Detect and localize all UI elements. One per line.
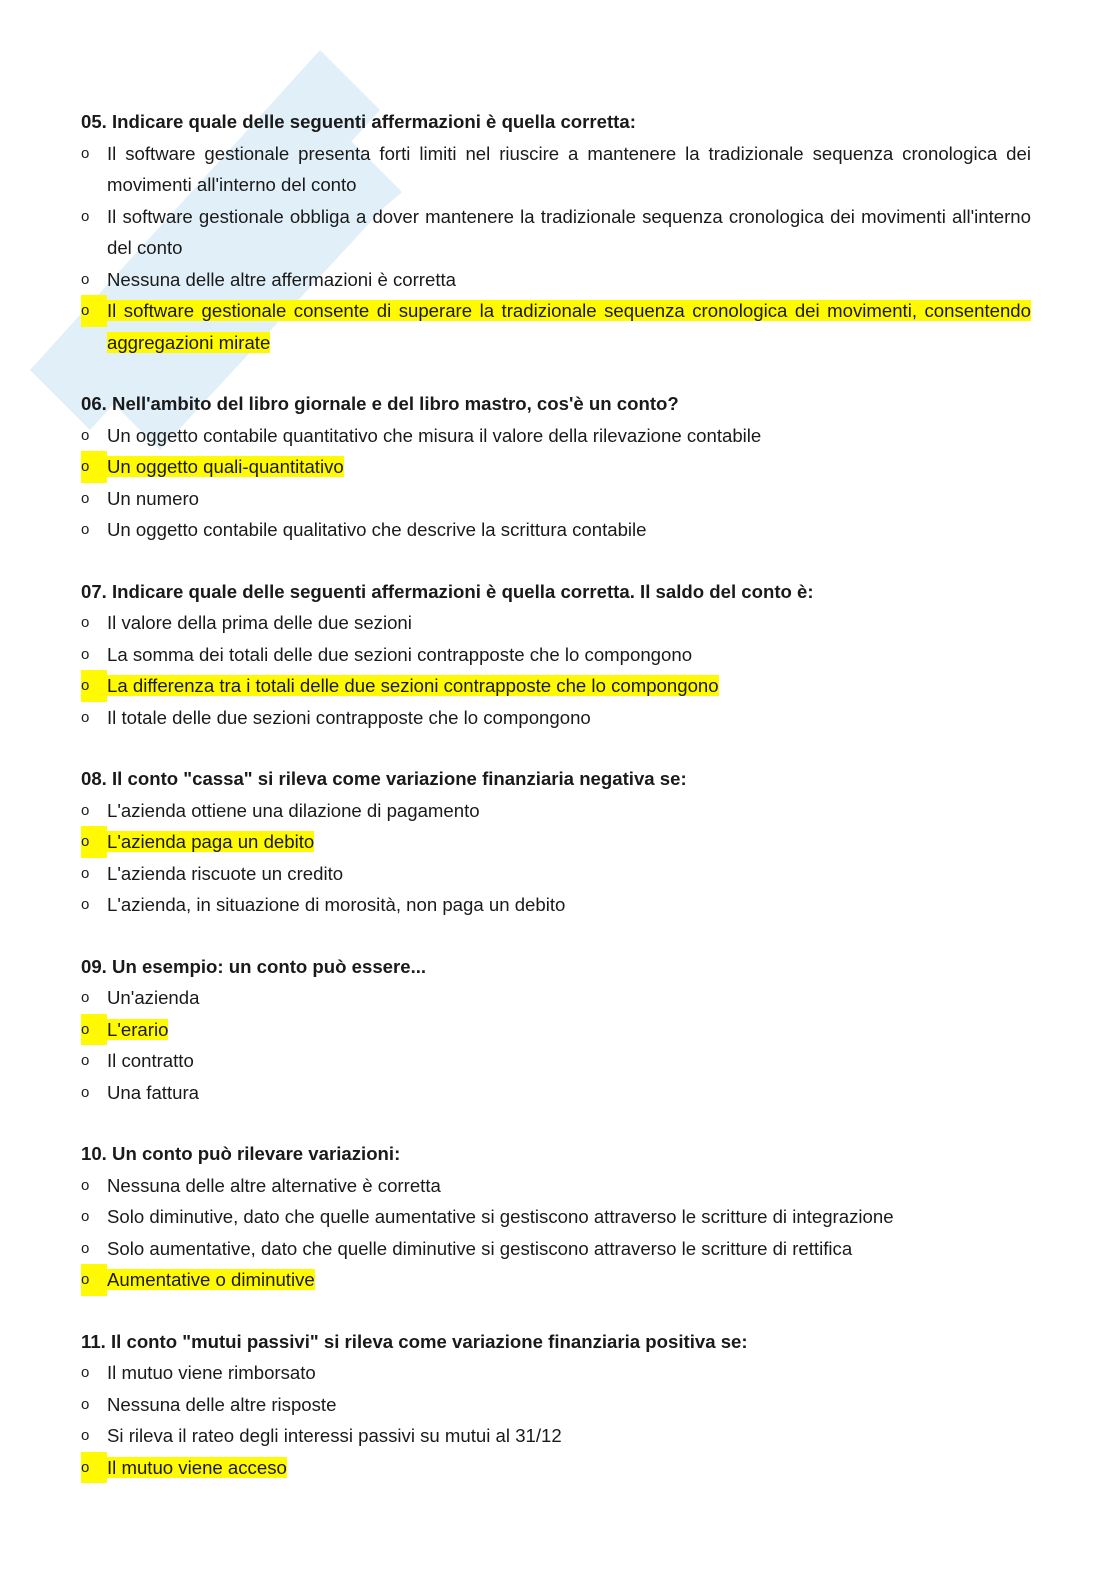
answer-options [81, 607, 1031, 733]
bullet-marker: o [81, 295, 107, 327]
bullet-marker: o [81, 864, 90, 882]
question-07 [81, 576, 1031, 734]
answer-options [81, 420, 1031, 546]
answer-option: o Nessuna delle altre risposte [81, 1389, 1031, 1421]
answer-option-correct: o La differenza tra i totali delle due sezioni contrapposte che lo compongono [81, 670, 1031, 702]
bullet-marker: o [81, 451, 107, 483]
answer-option: o Una fattura [81, 1077, 1031, 1109]
answer-option: o Il software gestionale obbliga a dover mantenere la tradizionale sequenza cronologica dei movimenti all'interno del conto [81, 201, 1031, 264]
answer-option: o Il contratto [81, 1045, 1031, 1077]
answer-option: o Un oggetto contabile qualitativo che descrive la scrittura contabile [81, 514, 1031, 546]
question-title: 06. Nell'ambito del libro giornale e del libro mastro, cos'è un conto? [81, 393, 679, 414]
answer-option: o Il mutuo viene rimborsato [81, 1357, 1031, 1389]
question-09 [81, 951, 1031, 1109]
bullet-marker: o [81, 1264, 107, 1296]
question-06 [81, 388, 1031, 546]
question-title: 08. Il conto "cassa" si rileva come variazione finanziaria negativa se: [81, 768, 687, 789]
answer-option-correct: o Un oggetto quali-quantitativo [81, 451, 1031, 483]
question-title: 05. Indicare quale delle seguenti affermazioni è quella corretta: [81, 111, 636, 132]
bullet-marker: o [81, 489, 90, 507]
answer-option-correct: o L'azienda paga un debito [81, 826, 1031, 858]
bullet-marker: o [81, 614, 90, 631]
answer-options [81, 1170, 1031, 1296]
answer-option: o L'azienda ottiene una dilazione di pagamento [81, 795, 1031, 827]
bullet-marker: o [81, 144, 90, 162]
bullet-marker: o [81, 989, 90, 1006]
question-title: 11. Il conto "mutui passivi" si rileva come variazione finanziaria positiva se: [81, 1330, 748, 1352]
answer-options [81, 795, 1031, 921]
answer-option: o L'azienda, in situazione di morosità, non paga un debito [81, 889, 1031, 921]
bullet-marker: o [81, 521, 90, 538]
answer-option: o Solo diminutive, dato che quelle aumentative si gestiscono attraverso le scritture di integrazione [81, 1201, 1031, 1233]
answer-option: o Si rileva il rateo degli interessi passivi su mutui al 31/12 [81, 1420, 1031, 1452]
bullet-marker: o [81, 826, 107, 858]
answer-option: o Il software gestionale presenta forti limiti nel riuscire a mantenere la tradizionale sequenza cronologica dei movimenti all'interno del conto [81, 138, 1031, 201]
answer-option: o Il totale delle due sezioni contrapposte che lo compongono [81, 702, 1031, 734]
question-05 [81, 106, 1031, 358]
bullet-marker: o [81, 801, 90, 819]
question-title: 10. Un conto può rilevare variazioni: [81, 1143, 401, 1164]
bullet-marker: o [81, 1014, 107, 1046]
answer-option: o Un'azienda [81, 982, 1031, 1014]
answer-options [81, 138, 1031, 359]
question-title: 07. Indicare quale delle seguenti affermazioni è quella corretta. Il saldo del conto è: [81, 580, 814, 602]
answer-option-correct: o L'erario [81, 1014, 1031, 1046]
answer-option-correct: o Aumentative o diminutive [81, 1264, 1031, 1296]
bullet-marker: o [81, 1452, 107, 1484]
bullet-marker: o [81, 1427, 90, 1444]
bullet-marker: o [81, 1176, 90, 1194]
bullet-marker: o [81, 1239, 90, 1257]
bullet-marker: o [81, 896, 90, 913]
answer-option: o Solo aumentative, dato che quelle diminutive si gestiscono attraverso le scritture di rettifica [81, 1233, 1031, 1265]
bullet-marker: o [81, 1052, 90, 1069]
answer-option: o L'azienda riscuote un credito [81, 858, 1031, 890]
answer-option-correct: o Il software gestionale consente di superare la tradizionale sequenza cronologica dei movimenti, consentendo aggregazioni mirate [81, 295, 1031, 358]
question-10 [81, 1138, 1031, 1296]
question-08 [81, 763, 1031, 921]
bullet-marker: o [81, 1083, 90, 1101]
question-11 [81, 1326, 1031, 1484]
bullet-marker: o [81, 645, 90, 663]
bullet-marker: o [81, 670, 107, 702]
answer-option: o Nessuna delle altre affermazioni è corretta [81, 264, 1031, 296]
answer-option: o Il valore della prima delle due sezioni [81, 607, 1031, 639]
bullet-marker: o [81, 207, 90, 225]
answer-options [81, 982, 1031, 1108]
answer-options [81, 1357, 1031, 1483]
answer-option: o Nessuna delle altre alternative è corretta [81, 1170, 1031, 1202]
bullet-marker: o [81, 1395, 90, 1413]
question-title: 09. Un esempio: un conto può essere... [81, 955, 427, 977]
answer-option: o Un numero [81, 483, 1031, 515]
answer-option-correct: o Il mutuo viene acceso [81, 1452, 1031, 1484]
answer-option: o Un oggetto contabile quantitativo che misura il valore della rilevazione contabile [81, 420, 1031, 452]
bullet-marker: o [81, 708, 90, 726]
bullet-marker: o [81, 1364, 90, 1381]
bullet-marker: o [81, 426, 90, 444]
bullet-marker: o [81, 1208, 90, 1225]
document-body [81, 106, 1031, 1513]
bullet-marker: o [81, 270, 90, 288]
answer-option: o La somma dei totali delle due sezioni contrapposte che lo compongono [81, 639, 1031, 671]
